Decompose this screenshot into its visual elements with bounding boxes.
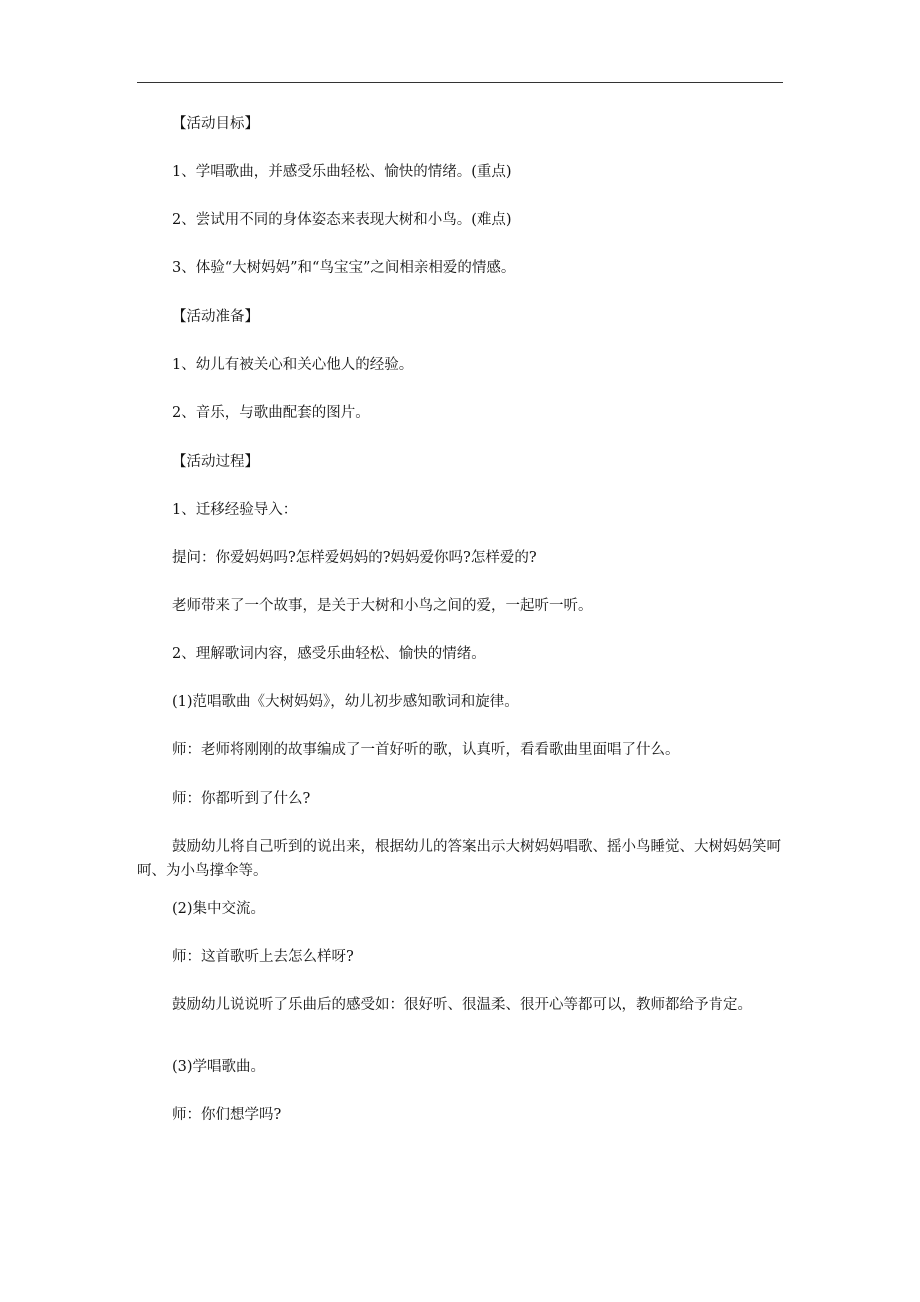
heading-process: 【活动过程】 (172, 454, 259, 470)
process-step: 2、理解歌词内容，感受乐曲轻松、愉快的情绪。 (172, 646, 486, 662)
heading-preparation: 【活动准备】 (172, 309, 259, 325)
goal-item: 1、学唱歌曲，并感受乐曲轻松、愉快的情绪。(重点) (172, 164, 512, 180)
process-step: 1、迁移经验导入： (172, 502, 298, 518)
teacher-paragraph: 师：你们想学吗? (172, 1107, 282, 1123)
teacher-paragraph: 老师带来了一个故事，是关于大树和小鸟之间的爱，一起听一听。 (172, 598, 593, 614)
sub-step: (1)范唱歌曲《大树妈妈》，幼儿初步感知歌词和旋律。 (172, 694, 519, 710)
preparation-item: 2、音乐，与歌曲配套的图片。 (172, 405, 370, 421)
preparation-item: 1、幼儿有被关心和关心他人的经验。 (172, 357, 414, 373)
goal-item: 3、体验“大树妈妈”和“鸟宝宝”之间相亲相爱的情感。 (172, 260, 516, 276)
sub-step: (2)集中交流。 (172, 901, 266, 917)
teacher-paragraph: 师：这首歌听上去怎么样呀? (172, 949, 354, 965)
header-rule (137, 82, 783, 83)
goal-item: 2、尝试用不同的身体姿态来表现大树和小鸟。(难点) (172, 212, 512, 228)
question-paragraph: 提问：你爱妈妈吗?怎样爱妈妈的?妈妈爱你吗?怎样爱的? (172, 550, 537, 566)
sub-step: (3)学唱歌曲。 (172, 1059, 266, 1075)
heading-goals: 【活动目标】 (172, 116, 259, 132)
teacher-paragraph: 师：老师将刚刚的故事编成了一首好听的歌，认真听，看看歌曲里面唱了什么。 (172, 742, 680, 758)
body-paragraph: 鼓励幼儿将自己听到的说出来，根据幼儿的答案出示大树妈妈唱歌、摇小鸟睡觉、大树妈妈笑呵呵、为小鸟撑伞等。 (137, 839, 781, 879)
teacher-paragraph: 师：你都听到了什么? (172, 791, 311, 807)
body-paragraph: 鼓励幼儿说说听了乐曲后的感受如：很好听、很温柔、很开心等都可以，教师都给予肯定。 (172, 997, 752, 1013)
